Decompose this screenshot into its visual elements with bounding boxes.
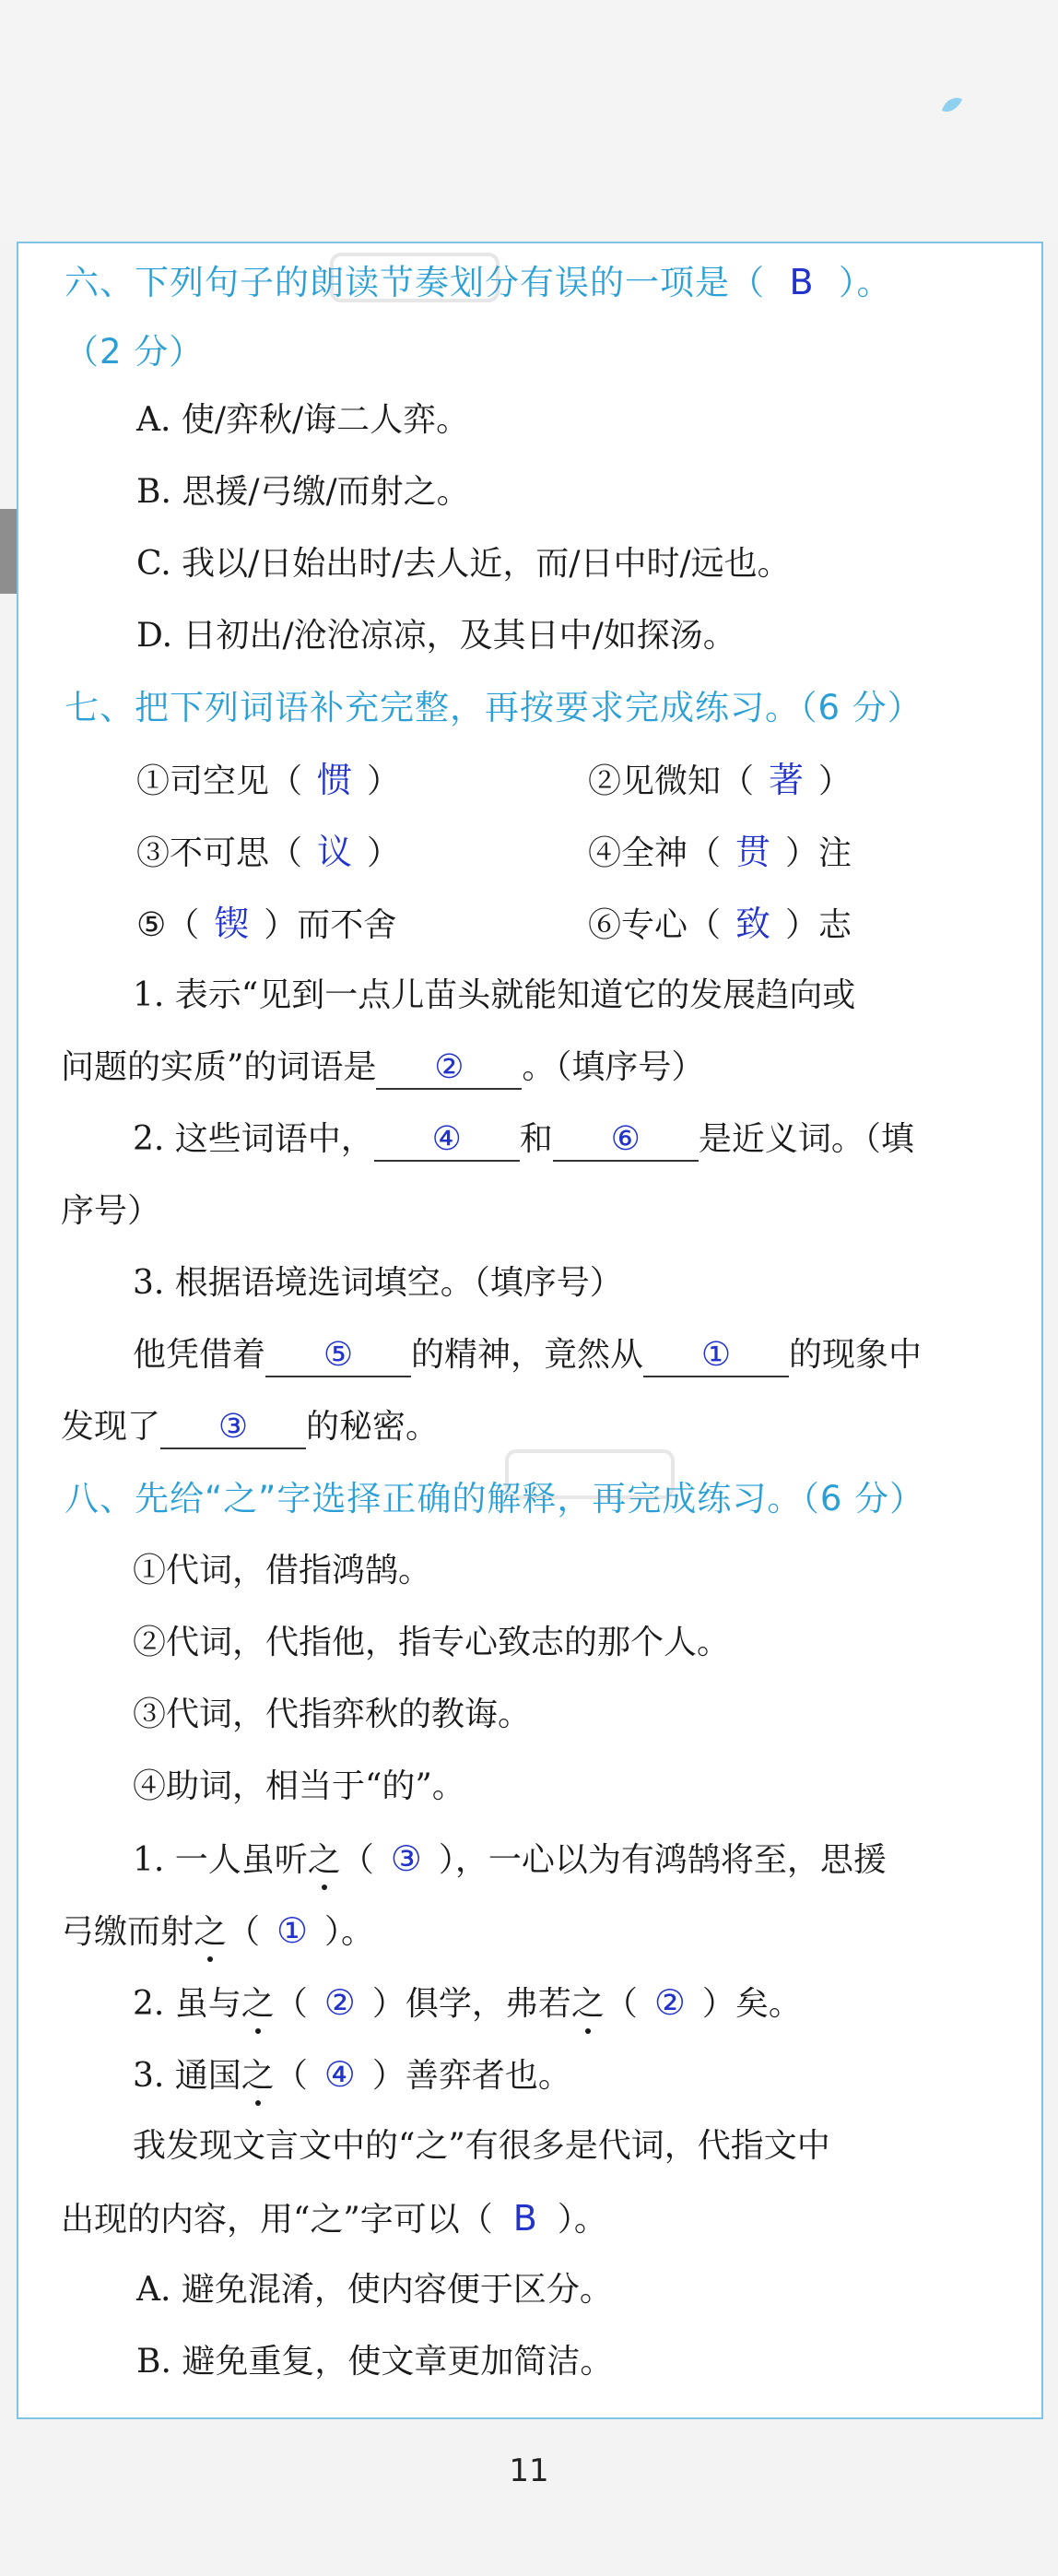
q7-heading: 七、把下列词语补充完整，再按要求完成练习。（6 分） [65, 688, 923, 727]
sub2-text: 2. 这些词语中， [133, 1120, 374, 1158]
q7-word-4-answer: 贯 [735, 832, 771, 872]
q8-finding-answer: B [512, 2198, 537, 2239]
q8-e1-answer: ③ [390, 1838, 422, 1879]
q8-option-b: B. 避免重复，使文章更加简洁。 [136, 2343, 614, 2381]
q8-e3-zhi-dotted: 之 [241, 2057, 275, 2095]
q8-e1-zhi-dotted: 之 [307, 1841, 341, 1879]
q7-word-3 [136, 832, 400, 874]
e1-open-paren: （ [340, 1841, 374, 1879]
page-number: 11 [509, 2452, 549, 2489]
q8-exercise-1-line1 [133, 1838, 887, 1881]
q6-option-c: C. 我以/日始出时/去人近，而/日中时/远也。 [136, 545, 791, 583]
q7-word-5 [136, 904, 396, 946]
leaf-decoration-icon [938, 92, 966, 120]
q8-e3-answer: ④ [323, 2054, 356, 2095]
q6-option-d: D. 日初出/沧沧凉凉，及其日中/如探汤。 [136, 617, 736, 655]
q7-word-5-answer: 锲 [214, 904, 250, 944]
q8-heading: 八、先给“之”字选择正确的解释，再完成练习。（6 分） [65, 1479, 925, 1518]
word-pre: ①司空见（ [136, 762, 303, 800]
word-post: ） [367, 834, 401, 872]
q7-sub1-answer: ② [376, 1047, 522, 1090]
e3-suffix: ）善弈者也。 [371, 2057, 571, 2095]
q8-e2-answer-2: ② [653, 1982, 686, 2023]
sub1-text: 问题的实质”的词语是 [61, 1048, 377, 1086]
q7-word-2 [588, 760, 852, 802]
q7-sub2-answer-1: ④ [374, 1119, 520, 1162]
q8-meaning-1: ①代词，借指鸿鹄。 [133, 1552, 432, 1589]
word-pre: ⑥专心（ [588, 906, 722, 944]
word-post: ）注 [785, 834, 852, 872]
word-pre: ⑤（ [136, 906, 200, 944]
q7-word-2-answer: 著 [769, 760, 805, 800]
q6-score: （2 分） [65, 332, 205, 372]
q7-sub3-answer-1: ⑤ [265, 1335, 411, 1377]
word-post: ） [367, 762, 401, 800]
watermark-stamp-1 [323, 245, 507, 310]
finding-suffix: ）。 [557, 2201, 607, 2239]
q7-word-6-answer: 致 [735, 904, 771, 944]
e2-open-paren2: （ [604, 1985, 638, 2023]
q8-exercise-2 [133, 1982, 802, 2025]
q8-option-a: A. 避免混淆，使内容便于区分。 [136, 2271, 613, 2309]
sub3-suffix: 的现象中 [789, 1336, 923, 1374]
e1-open-paren2: （ [227, 1913, 261, 1951]
q8-meaning-3: ③代词，代指弈秋的教诲。 [133, 1696, 532, 1733]
q7-sub3-title: 3. 根据语境选词填空。（填序号） [133, 1264, 623, 1302]
q8-e2-answer-1: ② [323, 1982, 356, 2023]
q8-exercise-3 [133, 2054, 571, 2097]
q7-word-3-answer: 议 [317, 832, 353, 872]
sub3-text2: 发现了 [61, 1408, 161, 1446]
q6-option-a: A. 使/弈秋/诲二人弈。 [136, 401, 470, 439]
q6-option-b: B. 思援/弓缴/而射之。 [136, 473, 470, 511]
q6-heading-end: ）。 [839, 263, 892, 302]
q8-e1-answer-2: ① [276, 1910, 309, 1951]
q8-meaning-2: ②代词，代指他，指专心致志的那个人。 [133, 1624, 731, 1661]
e1-text: 1. 一人虽听 [133, 1841, 308, 1879]
sub2-suffix: 是近义词。（填 [698, 1120, 914, 1158]
e3-open-paren: （ [274, 2057, 308, 2095]
e2-text: 2. 虽与 [133, 1985, 241, 2023]
q7-word-1-answer: 惯 [317, 760, 353, 800]
word-post: ） [818, 762, 852, 800]
e1-suffix: ），一心以为有鸿鹄将至，思援 [438, 1841, 887, 1879]
q7-word-6 [588, 904, 852, 946]
word-post: ）而不舍 [264, 906, 397, 944]
q8-finding-line1: 我发现文言文中的“之”有很多是代词，代指文中 [133, 2127, 830, 2165]
q8-finding-line2 [61, 2198, 607, 2240]
q7-sub3-line2 [61, 1407, 439, 1449]
q7-sub2-line2: 序号） [61, 1192, 161, 1230]
q6-answer: B [789, 262, 815, 302]
q8-meaning-4: ④助词，相当于“的”。 [133, 1767, 465, 1805]
top-margin [0, 0, 1058, 242]
e1-text2: 弓缴而射 [61, 1913, 194, 1951]
sub1-suffix: 。（填序号） [522, 1048, 705, 1086]
sub3-mid: 的精神，竟然从 [411, 1336, 644, 1374]
word-pre: ③不可思（ [136, 834, 303, 872]
q7-sub2-line1 [133, 1119, 914, 1162]
q7-sub3-answer-2: ① [643, 1335, 789, 1377]
e2-open-paren1: （ [274, 1985, 308, 2023]
q8-exercise-1-line2 [61, 1910, 374, 1953]
q7-sub3-answer-3: ③ [160, 1407, 306, 1449]
finding-text: 出现的内容，用“之”字可以（ [61, 2201, 493, 2239]
q6-heading-text: 六、下列句子的朗读节奏划分有误的一项是（ [65, 263, 765, 302]
watermark-stamp-2 [498, 1442, 682, 1507]
q8-e2-zhi2-dotted: 之 [570, 1985, 605, 2023]
sub2-and: 和 [519, 1120, 553, 1158]
e2-mid: ）俱学，弗若 [371, 1985, 571, 2023]
word-pre: ②见微知（ [588, 762, 755, 800]
e3-text: 3. 通国 [133, 2057, 241, 2095]
worksheet-page [17, 242, 1043, 2419]
q7-sub2-answer-2: ⑥ [553, 1119, 699, 1162]
q7-word-4 [588, 832, 852, 874]
word-post: ）志 [785, 906, 852, 944]
word-pre: ④全神（ [588, 834, 722, 872]
sub3-suffix2: 的秘密。 [306, 1408, 440, 1446]
sub3-text: 他凭借着 [133, 1336, 266, 1374]
q7-word-1 [136, 760, 400, 802]
q7-sub1-line2 [61, 1047, 704, 1090]
e2-suffix: ）矣。 [701, 1985, 802, 2023]
q7-sub1-line1: 1. 表示“见到一点儿苗头就能知道它的发展趋向或 [133, 976, 856, 1014]
q7-sub3-line1 [133, 1335, 922, 1377]
q8-e2-zhi1-dotted: 之 [241, 1985, 275, 2023]
e1-suffix2: ）。 [324, 1913, 375, 1951]
q8-e1-zhi2-dotted: 之 [194, 1913, 228, 1951]
